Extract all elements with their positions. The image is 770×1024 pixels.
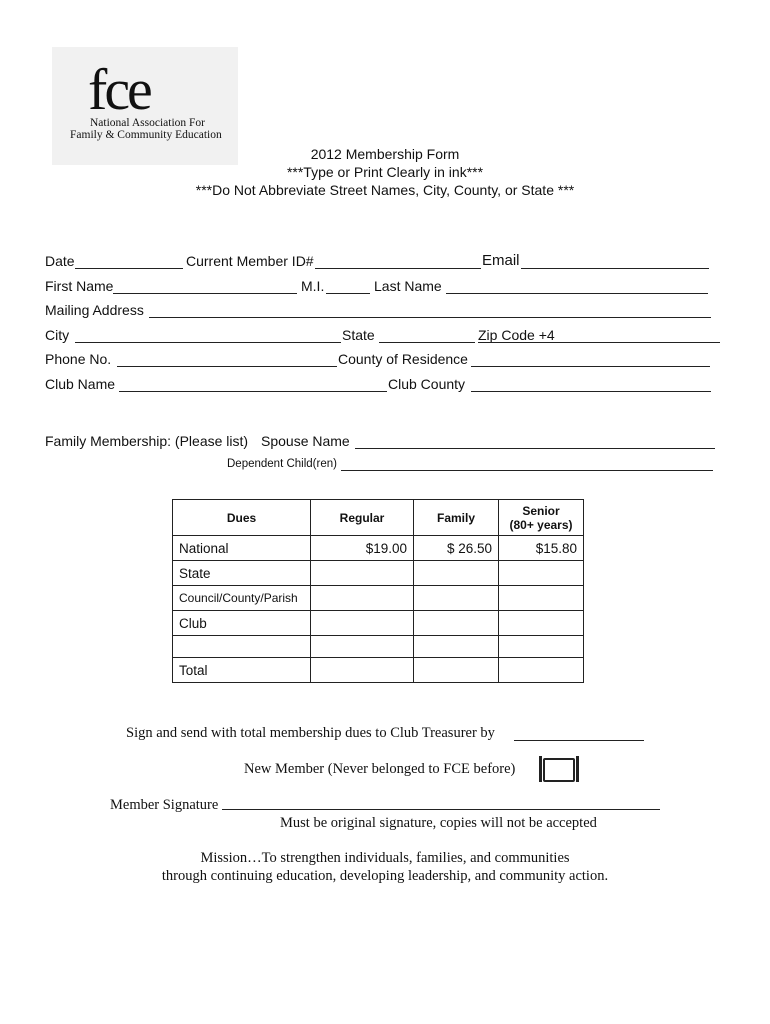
table-row xyxy=(173,561,584,586)
state-field[interactable] xyxy=(379,342,475,343)
dues-header-row xyxy=(173,500,584,536)
family-cell[interactable] xyxy=(414,658,499,683)
county-label: County of Residence xyxy=(338,351,468,367)
regular-cell[interactable] xyxy=(311,586,414,611)
family-cell[interactable] xyxy=(414,636,499,658)
logo-mark: fce xyxy=(88,57,150,122)
senior-header-age: (80+ years) xyxy=(509,517,573,532)
table-row xyxy=(173,636,584,658)
row-label: Council/County/Parish xyxy=(173,586,311,611)
dependents-field[interactable] xyxy=(341,470,713,471)
family-cell[interactable] xyxy=(414,586,499,611)
family-cell[interactable] xyxy=(414,561,499,586)
dues-header: Dues xyxy=(173,500,311,536)
phone-label: Phone No. xyxy=(45,351,112,367)
senior-header xyxy=(499,500,584,536)
senior-cell[interactable] xyxy=(499,586,584,611)
state-label: State xyxy=(342,327,375,343)
mission-line2: through continuing education, developing leadership, and community action. xyxy=(161,868,609,884)
logo-text-line1: National Association For xyxy=(90,117,205,129)
logo-text-line2: Family & Community Education xyxy=(70,129,222,141)
row-label xyxy=(173,636,311,658)
instruction-abbreviate: ***Do Not Abbreviate Street Names, City, County, or State *** xyxy=(195,182,575,198)
dues-table xyxy=(172,499,584,683)
club-name-label: Club Name xyxy=(45,376,116,392)
table-row xyxy=(173,658,584,683)
table-row xyxy=(173,611,584,636)
member-id-field[interactable] xyxy=(315,268,481,269)
regular-cell[interactable] xyxy=(311,611,414,636)
dependents-label: Dependent Child(ren) xyxy=(227,458,337,470)
new-member-checkbox[interactable] xyxy=(543,758,575,782)
email-label: Email xyxy=(482,252,520,269)
mailing-address-label: Mailing Address xyxy=(45,302,144,318)
family-membership-label: Family Membership: (Please list) xyxy=(45,433,249,449)
mailing-address-field[interactable] xyxy=(149,317,711,318)
senior-cell[interactable] xyxy=(499,636,584,658)
treasurer-date-field[interactable] xyxy=(514,740,644,741)
senior-cell[interactable] xyxy=(499,658,584,683)
spouse-name-label: Spouse Name xyxy=(261,433,350,449)
date-field[interactable] xyxy=(75,268,183,269)
county-field[interactable] xyxy=(471,366,710,367)
regular-cell[interactable] xyxy=(311,658,414,683)
table-row xyxy=(173,586,584,611)
instruction-ink: ***Type or Print Clearly in ink*** xyxy=(286,164,484,180)
mission-line1: Mission…To strengthen individuals, families, and communities xyxy=(200,850,570,866)
senior-header-label: Senior xyxy=(522,503,560,518)
senior-cell: $15.80 xyxy=(499,536,584,561)
member-signature-field[interactable] xyxy=(222,809,660,810)
first-name-field[interactable] xyxy=(113,293,297,294)
last-name-field[interactable] xyxy=(446,293,708,294)
senior-cell[interactable] xyxy=(499,561,584,586)
regular-cell[interactable] xyxy=(311,636,414,658)
row-label: National xyxy=(173,536,311,561)
new-member-label: New Member (Never belonged to FCE before) xyxy=(244,761,516,777)
family-header: Family xyxy=(414,500,499,536)
city-label: City xyxy=(45,327,70,343)
first-name-label: First Name xyxy=(45,278,114,294)
spouse-name-field[interactable] xyxy=(355,448,715,449)
row-label: Total xyxy=(173,658,311,683)
member-id-label: Current Member ID# xyxy=(186,253,314,269)
row-label: Club xyxy=(173,611,311,636)
member-signature-label: Member Signature xyxy=(110,797,219,813)
table-row xyxy=(173,536,584,561)
email-field[interactable] xyxy=(521,268,709,269)
mi-field[interactable] xyxy=(326,293,370,294)
row-label: State xyxy=(173,561,311,586)
family-cell: $ 26.50 xyxy=(414,536,499,561)
family-cell[interactable] xyxy=(414,611,499,636)
club-county-field[interactable] xyxy=(471,391,711,392)
club-name-field[interactable] xyxy=(119,391,387,392)
mi-label: M.I. xyxy=(301,278,325,294)
regular-header: Regular xyxy=(311,500,414,536)
regular-cell: $19.00 xyxy=(311,536,414,561)
regular-cell[interactable] xyxy=(311,561,414,586)
date-label: Date xyxy=(45,253,75,269)
phone-field[interactable] xyxy=(117,366,337,367)
sign-send-text: Sign and send with total membership dues to Club Treasurer by xyxy=(126,725,495,741)
zip-field[interactable] xyxy=(478,342,720,343)
city-field[interactable] xyxy=(75,342,341,343)
club-county-label: Club County xyxy=(388,376,466,392)
original-signature-note: Must be original signature, copies will not be accepted xyxy=(280,815,597,831)
senior-cell[interactable] xyxy=(499,611,584,636)
form-title: 2012 Membership Form xyxy=(310,146,460,162)
zip-label: Zip Code +4 xyxy=(478,327,555,343)
last-name-label: Last Name xyxy=(374,278,442,294)
